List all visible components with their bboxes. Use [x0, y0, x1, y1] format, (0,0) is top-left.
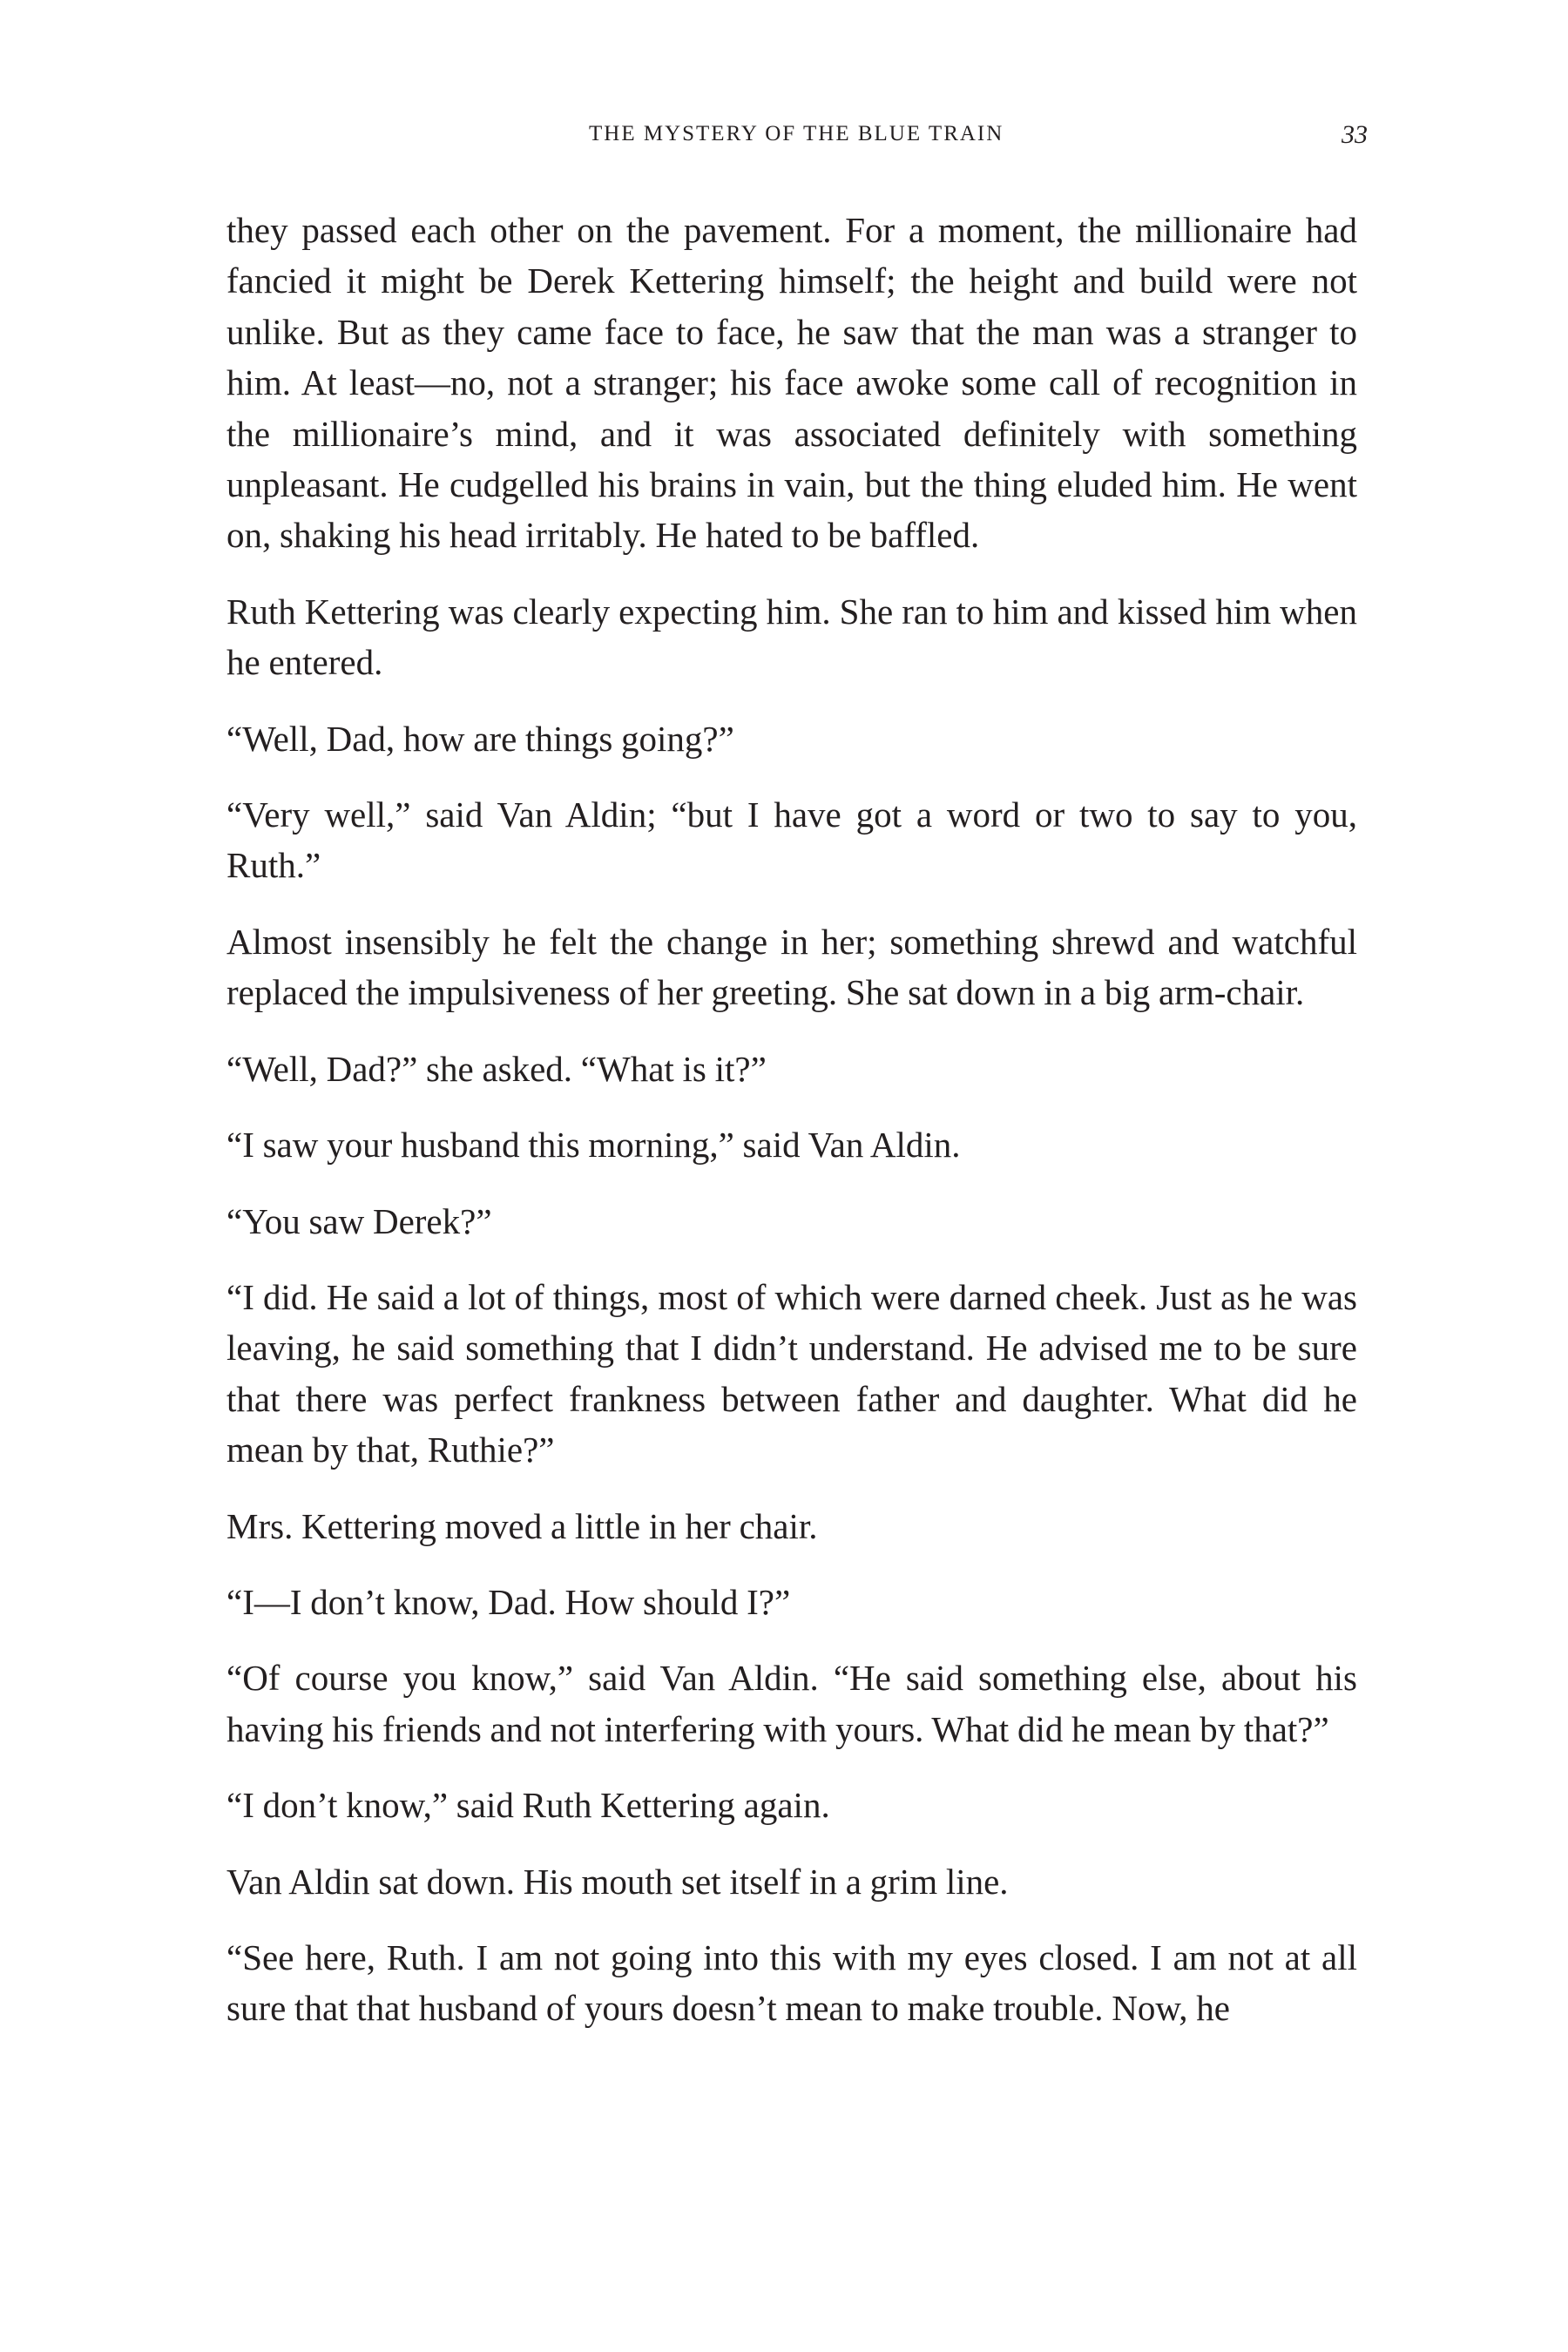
running-title: THE MYSTERY OF THE BLUE TRAIN — [589, 122, 1004, 145]
running-head — [0, 122, 1568, 157]
paragraph: “See here, Ruth. I am not going into this with my eyes closed. I am not at all sure that that husband of yours doesn’t mean to make trouble. Now, he — [226, 1936, 1357, 2029]
paragraph: “I don’t know,” said Ruth Kettering again. — [226, 1785, 830, 1826]
paragraph: “I—I don’t know, Dad. How should I?” — [226, 1581, 791, 1622]
paragraph: “Well, Dad?” she asked. “What is it?” — [226, 1048, 767, 1089]
body-text — [226, 205, 1357, 2059]
paragraph: “You saw Derek?” — [226, 1200, 492, 1241]
paragraph: “Of course you know,” said Van Aldin. “He said something else, about his having his friends and not interfering with yours. What did he mean by that?” — [226, 1658, 1357, 1749]
paragraph: “I did. He said a lot of things, most of which were darned cheek. Just as he was leaving, he said something that I didn’t understand. He advised me to be sure that there was perfect frankness between father and daughter. What did he mean by that, Ruthie?” — [226, 1276, 1357, 1470]
paragraph: Mrs. Kettering moved a little in her chair. — [226, 1505, 818, 1546]
paragraph: “Well, Dad, how are things going?” — [226, 718, 734, 759]
page-number: 33 — [1342, 120, 1368, 149]
paragraph: Van Aldin sat down. His mouth set itself in a grim line. — [226, 1861, 1009, 1902]
paragraph: they passed each other on the pavement. For a moment, the millionaire had fancied it might be Derek Kettering himself; the height and build were not unlike. But as they came face to face, he saw that the man was a stranger to him. At least—no, not a stranger; his face awoke some call of recognition in the millionaire’s mind, and it was associated definitely with something unpleasant. He cudgelled his brains in vain, but the thing eluded him. He went on, shaking his head irritably. He hated to be baffled. — [226, 210, 1357, 556]
paragraph: “I saw your husband this morning,” said Van Aldin. — [226, 1125, 961, 1166]
paragraph: “Very well,” said Van Aldin; “but I have got a word or two to say to you, Ruth.” — [226, 794, 1357, 886]
paragraph: Almost insensibly he felt the change in her; something shrewd and watchful replaced the impulsiveness of her greeting. She sat down in a big arm-chair. — [226, 921, 1357, 1013]
paragraph: Ruth Kettering was clearly expecting him. She ran to him and kissed him when he entered. — [226, 591, 1357, 683]
